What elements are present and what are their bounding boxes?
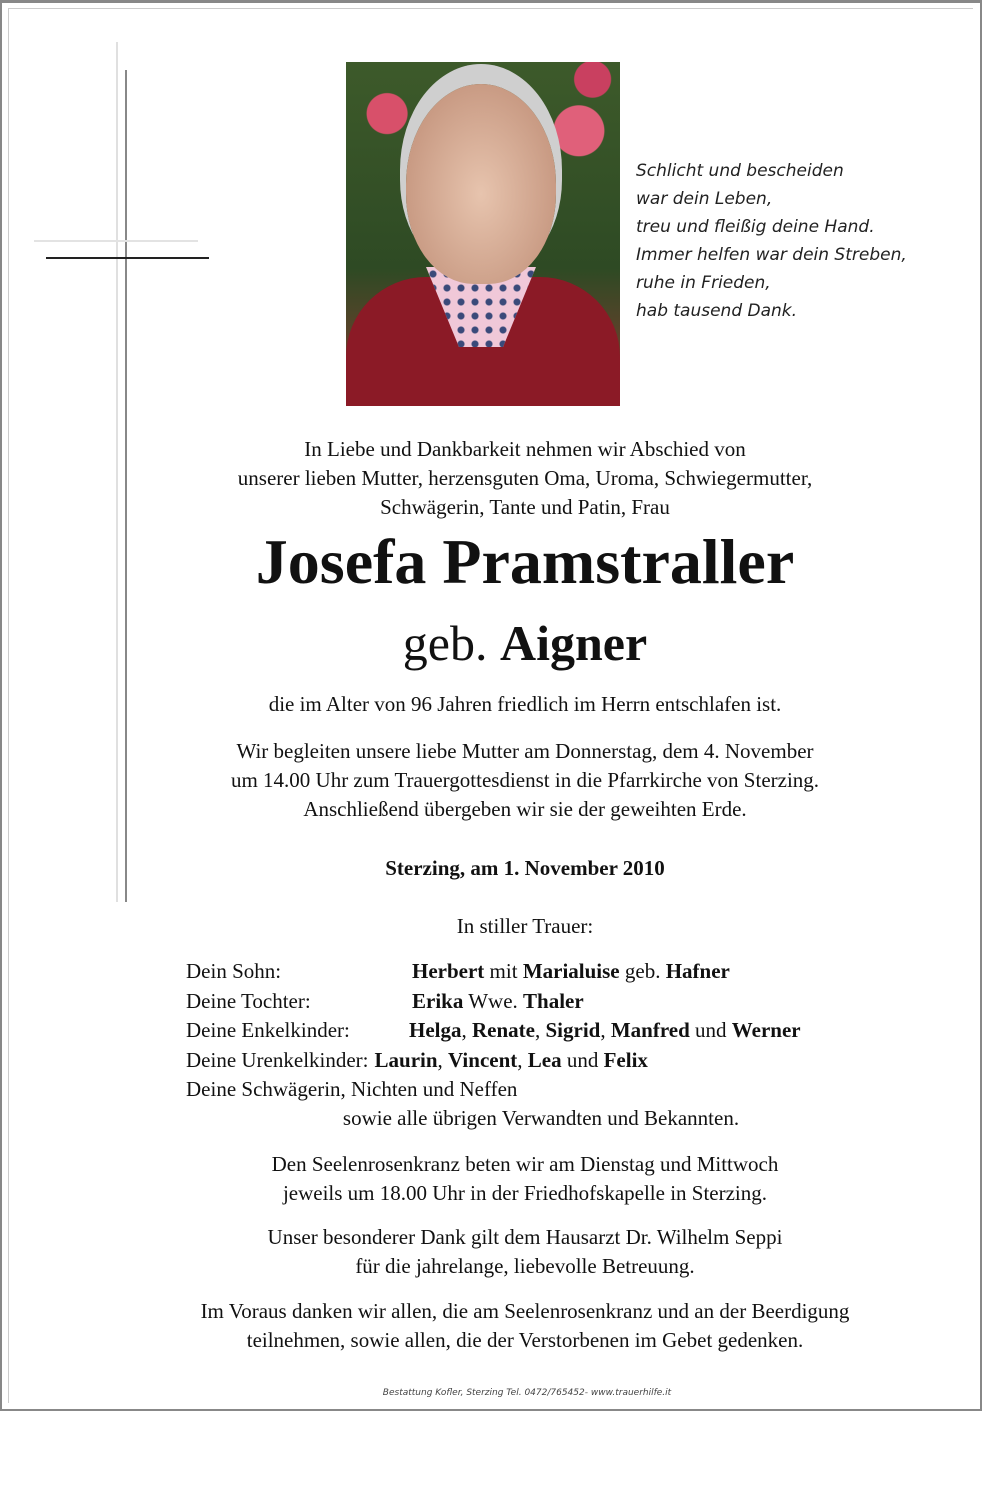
poem-line: hab tausend Dank. — [636, 301, 798, 321]
age-line: die im Alter von 96 Jahren friedlich im Herrn entschlafen ist. — [268, 692, 782, 716]
rosary-info: Den Seelenrosenkranz beten wir am Dienstag und Mittwoch jeweils um 18.00 Uhr in der Friedhofskapelle in Sterzing. — [271, 1152, 779, 1205]
portrait-photo — [346, 62, 620, 406]
poem-line: Schlicht und bescheiden — [636, 161, 844, 181]
poem-line: ruhe in Frieden, — [636, 273, 771, 293]
funeral-info: Wir begleiten unsere liebe Mutter am Donnerstag, dem 4. November um 14.00 Uhr zum Trauergottesdienst in die Pfarrkirche von Sterzing. Anschließend übergeben wir sie der geweihten Erde. — [230, 739, 820, 821]
family-list — [186, 957, 801, 1105]
deceased-name: Josefa Pramstraller — [255, 526, 795, 597]
family-row-inlaws: Deine Schwägerin, Nichten und Neffen — [186, 1077, 518, 1101]
poem-line: treu und fleißig deine Hand. — [636, 217, 875, 237]
place-date: Sterzing, am 1. November 2010 — [385, 856, 665, 880]
family-row-daughter: Deine Tochter: Erika Wwe. Thaler — [186, 988, 584, 1013]
family-row-grandchildren: Deine Enkelkinder: Helga, Renate, Sigrid, Manfred und Werner — [186, 1018, 801, 1042]
intro-text: In Liebe und Dankbarkeit nehmen wir Abschied von unserer lieben Mutter, herzensguten Oma, Uroma, Schwiegermutter, Schwägerin, Tante und Patin, Frau — [237, 437, 813, 519]
mourning-heading: In stiller Trauer: — [456, 914, 594, 938]
poem — [636, 157, 907, 325]
maiden-name: geb. Aigner — [402, 615, 648, 671]
other-relatives: sowie alle übrigen Verwandten und Bekannten. — [342, 1106, 740, 1130]
poem-line: war dein Leben, — [636, 189, 773, 209]
family-row-great-grandchildren: Deine Urenkelkinder: Laurin, Vincent, Lea und Felix — [186, 1047, 648, 1072]
poem-line: Immer helfen war dein Streben, — [636, 245, 907, 265]
special-thanks: Unser besonderer Dank gilt dem Hausarzt Dr. Wilhelm Seppi für die jahrelange, liebevolle Betreuung. — [267, 1225, 783, 1278]
advance-thanks: Im Voraus danken wir allen, die am Seelenrosenkranz und an der Beerdigung teilnehmen, sowie allen, die der Verstorbenen im Gebet gedenken. — [200, 1299, 850, 1352]
family-row-son: Dein Sohn: Herbert mit Marialuise geb. Hafner — [186, 959, 730, 983]
funeral-home-footer: Bestattung Kofler, Sterzing Tel. 0472/765452- www.trauerhilfe.it — [382, 1388, 672, 1398]
